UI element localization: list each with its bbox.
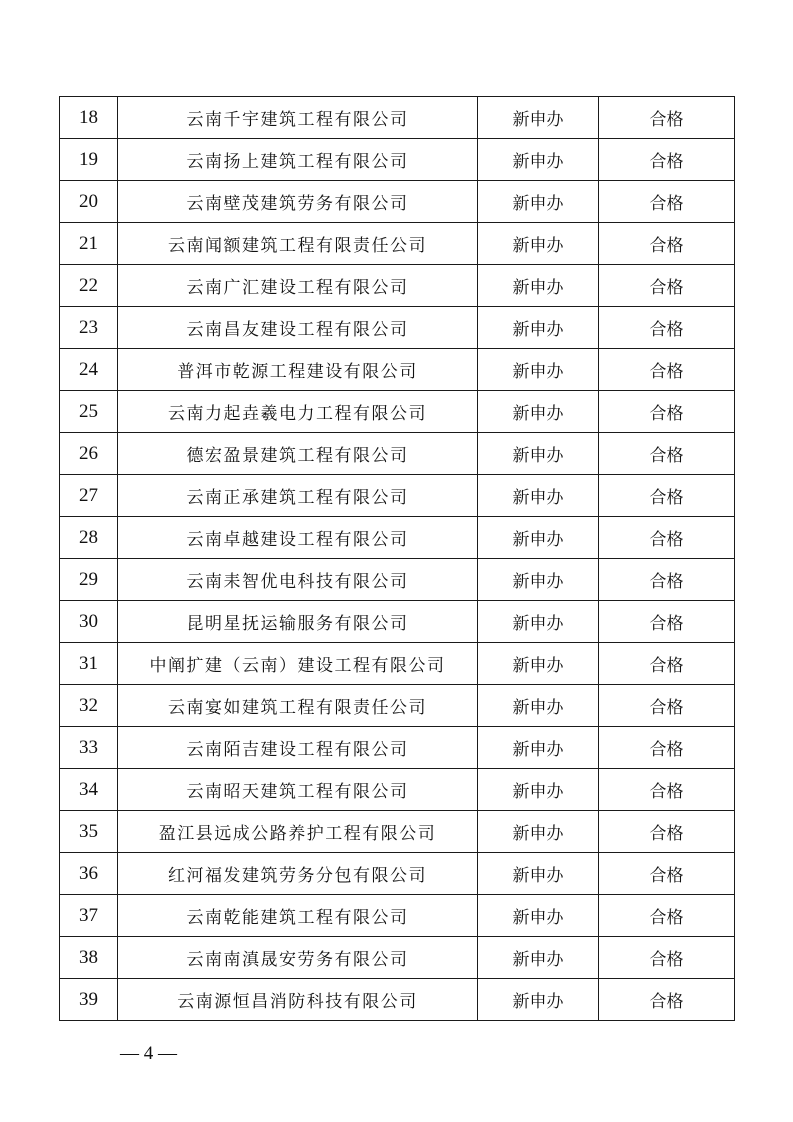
- review-result: 合格: [599, 97, 735, 139]
- application-type: 新申办: [478, 769, 599, 811]
- company-name: 云南昌友建设工程有限公司: [118, 307, 478, 349]
- company-name: 云南正承建筑工程有限公司: [118, 475, 478, 517]
- results-table: [59, 96, 735, 1021]
- row-number: 34: [60, 769, 118, 811]
- row-number: 30: [60, 601, 118, 643]
- table-row: [60, 307, 735, 349]
- company-name: 德宏盈景建筑工程有限公司: [118, 433, 478, 475]
- review-result: 合格: [599, 769, 735, 811]
- row-number: 31: [60, 643, 118, 685]
- company-name: 云南乾能建筑工程有限公司: [118, 895, 478, 937]
- row-number: 23: [60, 307, 118, 349]
- application-type: 新申办: [478, 685, 599, 727]
- review-result: 合格: [599, 433, 735, 475]
- row-number: 38: [60, 937, 118, 979]
- row-number: 24: [60, 349, 118, 391]
- review-result: 合格: [599, 307, 735, 349]
- application-type: 新申办: [478, 937, 599, 979]
- table-row: [60, 265, 735, 307]
- row-number: 37: [60, 895, 118, 937]
- row-number: 19: [60, 139, 118, 181]
- application-type: 新申办: [478, 181, 599, 223]
- application-type: 新申办: [478, 643, 599, 685]
- table-row: [60, 391, 735, 433]
- table-row: [60, 853, 735, 895]
- application-type: 新申办: [478, 265, 599, 307]
- application-type: 新申办: [478, 895, 599, 937]
- row-number: 29: [60, 559, 118, 601]
- review-result: 合格: [599, 727, 735, 769]
- row-number: 27: [60, 475, 118, 517]
- application-type: 新申办: [478, 391, 599, 433]
- review-result: 合格: [599, 349, 735, 391]
- company-name: 云南宴如建筑工程有限责任公司: [118, 685, 478, 727]
- company-name: 昆明星抚运输服务有限公司: [118, 601, 478, 643]
- review-result: 合格: [599, 265, 735, 307]
- review-result: 合格: [599, 685, 735, 727]
- review-result: 合格: [599, 979, 735, 1021]
- table-row: [60, 601, 735, 643]
- review-result: 合格: [599, 853, 735, 895]
- row-number: 36: [60, 853, 118, 895]
- table-body: [60, 97, 735, 1021]
- table-row: [60, 643, 735, 685]
- application-type: 新申办: [478, 97, 599, 139]
- table-row: [60, 685, 735, 727]
- table-row: [60, 181, 735, 223]
- row-number: 25: [60, 391, 118, 433]
- review-result: 合格: [599, 937, 735, 979]
- application-type: 新申办: [478, 307, 599, 349]
- company-name: 中阐扩建（云南）建设工程有限公司: [118, 643, 478, 685]
- row-number: 28: [60, 517, 118, 559]
- application-type: 新申办: [478, 223, 599, 265]
- table-row: [60, 559, 735, 601]
- row-number: 39: [60, 979, 118, 1021]
- row-number: 18: [60, 97, 118, 139]
- company-name: 云南闻额建筑工程有限责任公司: [118, 223, 478, 265]
- table-row: [60, 223, 735, 265]
- company-name: 普洱市乾源工程建设有限公司: [118, 349, 478, 391]
- company-name: 云南源恒昌消防科技有限公司: [118, 979, 478, 1021]
- row-number: 20: [60, 181, 118, 223]
- company-name: 云南力起垚羲电力工程有限公司: [118, 391, 478, 433]
- review-result: 合格: [599, 223, 735, 265]
- company-name: 红河福发建筑劳务分包有限公司: [118, 853, 478, 895]
- company-name: 云南广汇建设工程有限公司: [118, 265, 478, 307]
- review-result: 合格: [599, 643, 735, 685]
- table-row: [60, 433, 735, 475]
- company-name: 云南卓越建设工程有限公司: [118, 517, 478, 559]
- company-name: 云南耒智优电科技有限公司: [118, 559, 478, 601]
- application-type: 新申办: [478, 139, 599, 181]
- page-number: — 4 —: [120, 1043, 177, 1064]
- company-name: 盈江县远成公路养护工程有限公司: [118, 811, 478, 853]
- application-type: 新申办: [478, 727, 599, 769]
- company-name: 云南壁茂建筑劳务有限公司: [118, 181, 478, 223]
- table-row: [60, 811, 735, 853]
- application-type: 新申办: [478, 559, 599, 601]
- application-type: 新申办: [478, 349, 599, 391]
- table-row: [60, 349, 735, 391]
- company-name: 云南昭天建筑工程有限公司: [118, 769, 478, 811]
- table-row: [60, 979, 735, 1021]
- table-row: [60, 895, 735, 937]
- company-name: 云南扬上建筑工程有限公司: [118, 139, 478, 181]
- application-type: 新申办: [478, 517, 599, 559]
- review-result: 合格: [599, 559, 735, 601]
- review-result: 合格: [599, 475, 735, 517]
- table-row: [60, 139, 735, 181]
- review-result: 合格: [599, 181, 735, 223]
- table-row: [60, 475, 735, 517]
- table-row: [60, 97, 735, 139]
- application-type: 新申办: [478, 601, 599, 643]
- application-type: 新申办: [478, 433, 599, 475]
- company-name: 云南千宇建筑工程有限公司: [118, 97, 478, 139]
- application-type: 新申办: [478, 475, 599, 517]
- application-type: 新申办: [478, 811, 599, 853]
- review-result: 合格: [599, 139, 735, 181]
- application-type: 新申办: [478, 853, 599, 895]
- row-number: 32: [60, 685, 118, 727]
- company-name: 云南陌吉建设工程有限公司: [118, 727, 478, 769]
- row-number: 26: [60, 433, 118, 475]
- row-number: 22: [60, 265, 118, 307]
- table-row: [60, 937, 735, 979]
- review-result: 合格: [599, 517, 735, 559]
- review-result: 合格: [599, 811, 735, 853]
- row-number: 33: [60, 727, 118, 769]
- review-result: 合格: [599, 391, 735, 433]
- row-number: 35: [60, 811, 118, 853]
- table-row: [60, 769, 735, 811]
- table-row: [60, 727, 735, 769]
- row-number: 21: [60, 223, 118, 265]
- review-result: 合格: [599, 895, 735, 937]
- application-type: 新申办: [478, 979, 599, 1021]
- company-name: 云南南滇晟安劳务有限公司: [118, 937, 478, 979]
- review-result: 合格: [599, 601, 735, 643]
- table-row: [60, 517, 735, 559]
